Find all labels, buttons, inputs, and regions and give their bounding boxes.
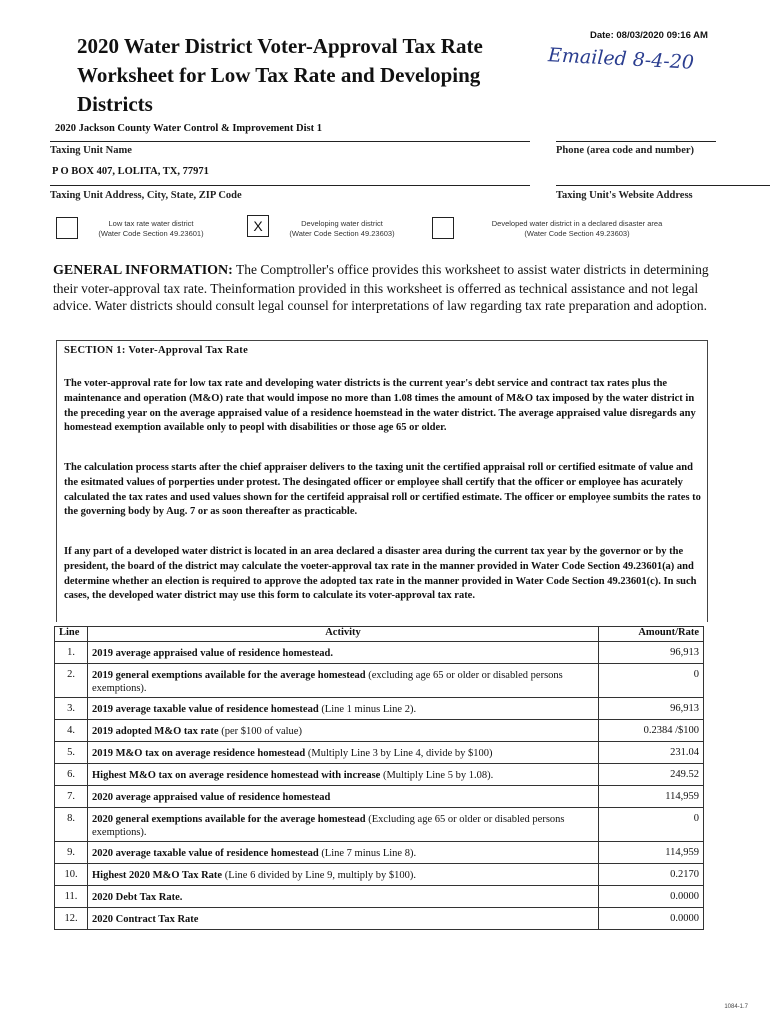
activity-cell xyxy=(88,698,599,720)
checkbox-developed-disaster[interactable] xyxy=(432,217,454,239)
checkbox-label-line2: (Water Code Section 49.23603) xyxy=(524,229,630,238)
checkbox-label-developing xyxy=(277,219,407,239)
activity-cell xyxy=(88,764,599,786)
taxing-unit-address-label: Taxing Unit Address, City, State, ZIP Code xyxy=(50,190,242,201)
amount-cell[interactable]: 249.52 xyxy=(599,764,704,786)
table-row xyxy=(55,808,704,842)
amount-cell[interactable]: 114,959 xyxy=(599,786,704,808)
activity-detail: (per $100 of value) xyxy=(218,726,302,737)
line-number: 2. xyxy=(55,664,88,698)
activity-bold: 2020 Contract Tax Rate xyxy=(92,914,199,925)
activity-detail: (excluding age 65 or older or disabled persons exemptions). xyxy=(92,670,563,694)
table-row xyxy=(55,742,704,764)
activity-bold: Highest 2020 M&O Tax Rate xyxy=(92,870,223,881)
section-1-title: SECTION 1: Voter-Approval Tax Rate xyxy=(64,345,249,356)
checkbox-low-tax-rate[interactable] xyxy=(56,217,78,239)
amount-cell[interactable]: 0 xyxy=(599,664,704,698)
line-number: 6. xyxy=(55,764,88,786)
activity-bold: 2020 average taxable value of residence homestead xyxy=(92,848,319,859)
address-underline xyxy=(50,185,530,186)
amount-cell[interactable]: 96,913 xyxy=(599,698,704,720)
table-row xyxy=(55,764,704,786)
activity-cell xyxy=(88,786,599,808)
line-number: 1. xyxy=(55,642,88,664)
activity-bold: 2019 average taxable value of residence homestead xyxy=(92,704,319,715)
table-row xyxy=(55,908,704,930)
header-line: Line xyxy=(55,627,88,642)
table-row xyxy=(55,664,704,698)
taxing-unit-name-label: Taxing Unit Name xyxy=(50,145,132,156)
website-underline xyxy=(556,185,770,186)
activity-bold: 2019 average appraised value of residence homestead. xyxy=(92,648,333,659)
phone-underline xyxy=(556,141,716,142)
worksheet-table xyxy=(54,626,704,930)
line-number: 10. xyxy=(55,864,88,886)
amount-cell[interactable]: 0.0000 xyxy=(599,908,704,930)
line-number: 12. xyxy=(55,908,88,930)
checkbox-developing[interactable]: X xyxy=(247,215,269,237)
activity-bold: 2020 general exemptions available for the average homestead xyxy=(92,814,366,825)
table-header-row xyxy=(55,627,704,642)
table-row xyxy=(55,720,704,742)
section-1-paragraph-3: If any part of a developed water district is located in an area declared a disaster area during the current tax year by the governor or by the president, the board of the district may calculate the voeter-approval tax rate in the manner provided in Water Code Section 49.23601(a) and determine whether an election is required to approve the adopted tax rate in the manner provided in Water Code Section 49.23601(c). In such cases, the developed water district may use this form to calculate its voter-approval tax rate. xyxy=(64,546,697,602)
form-code: 1084-1.7 xyxy=(724,1004,748,1010)
table-row xyxy=(55,886,704,908)
activity-bold: 2020 Debt Tax Rate. xyxy=(92,892,183,903)
amount-cell[interactable]: 231.04 xyxy=(599,742,704,764)
taxing-unit-name-value: 2020 Jackson County Water Control & Improvement Dist 1 xyxy=(55,123,322,134)
checkbox-label-developed-disaster xyxy=(462,219,692,239)
activity-cell xyxy=(88,642,599,664)
activity-cell xyxy=(88,742,599,764)
activity-bold: 2019 general exemptions available for the average homestead xyxy=(92,670,366,681)
activity-cell xyxy=(88,908,599,930)
general-info-text: The Comptroller's office provides this worksheet to assist water districts in determining their voter-approval tax rate. Theinformation provided in this worksheet is offerred as technical assistance and not legal advice. Water districts should consult legal counsel for interpretations of law regarding tax rate preparation and adoption. xyxy=(53,262,709,314)
line-number: 9. xyxy=(55,842,88,864)
activity-cell xyxy=(88,864,599,886)
name-underline xyxy=(50,141,530,142)
table-row xyxy=(55,698,704,720)
activity-detail: (Line 6 divided by Line 9, multiply by $100). xyxy=(222,870,417,881)
amount-cell[interactable]: 0.2170 xyxy=(599,864,704,886)
table-row xyxy=(55,842,704,864)
section-1-paragraph-2: The calculation process starts after the chief appraiser delivers to the taxing unit the certified appraisal roll or certified esitmate of value and the esitmated values of porperties under protest. The desingated officer or employee shall certify that the officer or employee has acurately calculated the tax rates and used values shown for the certifeid appraisal roll or certified estimate. The officer or employee sumbits the rates to the governing body by Aug. 7 or as soon thereafter as practicable. xyxy=(64,462,701,518)
checkbox-label-line2: (Water Code Section 49.23601) xyxy=(98,229,204,238)
header-activity: Activity xyxy=(88,627,599,642)
activity-bold: 2020 average appraised value of residence homestead xyxy=(92,792,331,803)
checkbox-label-line1: Developed water district in a declared disaster area xyxy=(491,219,663,228)
activity-detail: (Multiply Line 5 by 1.08). xyxy=(380,770,494,781)
handwritten-note: Emailed 8-4-20 xyxy=(547,44,695,74)
header-amount: Amount/Rate xyxy=(599,627,704,642)
general-info-heading: GENERAL INFORMATION: xyxy=(53,263,233,278)
section-1-paragraph-1: The voter-approval rate for low tax rate and developing water districts is the current year's debt service and contract tax rates plus the maintenance and operation (M&O) rate that would impose no more than 1.08 times the amount of M&O tax imposed by the water district in the preceding year on the average appraised value of a residence hoemstead in the water district. The average appraised value disregards any homestead exemption available only to peopl with disabilities or those age 65 or older. xyxy=(64,378,696,434)
line-number: 3. xyxy=(55,698,88,720)
amount-cell[interactable]: 96,913 xyxy=(599,642,704,664)
checkbox-label-line1: Developing water district xyxy=(301,219,383,228)
amount-cell[interactable]: 0 xyxy=(599,808,704,842)
table-row xyxy=(55,864,704,886)
activity-cell xyxy=(88,720,599,742)
activity-cell xyxy=(88,664,599,698)
checkbox-label-low-tax-rate xyxy=(86,219,216,239)
activity-cell xyxy=(88,808,599,842)
activity-bold: Highest M&O tax on average residence homestead with increase xyxy=(92,770,381,781)
date-stamp: Date: 08/03/2020 09:16 AM xyxy=(590,30,708,41)
line-number: 7. xyxy=(55,786,88,808)
table-row xyxy=(55,786,704,808)
activity-cell xyxy=(88,842,599,864)
activity-detail: (Line 7 minus Line 8). xyxy=(318,848,417,859)
activity-cell xyxy=(88,886,599,908)
page-title: 2020 Water District Voter-Approval Tax Rate Worksheet for Low Tax Rate and Developing Districts xyxy=(77,34,483,116)
amount-cell[interactable]: 0.0000 xyxy=(599,886,704,908)
activity-bold: 2019 M&O tax on average residence homestead xyxy=(92,748,306,759)
line-number: 8. xyxy=(55,808,88,842)
taxing-unit-address-value: P O BOX 407, LOLITA, TX, 77971 xyxy=(52,166,209,177)
phone-label: Phone (area code and number) xyxy=(556,145,695,156)
line-number: 5. xyxy=(55,742,88,764)
line-number: 4. xyxy=(55,720,88,742)
table-row xyxy=(55,642,704,664)
checkbox-label-line1: Low tax rate water district xyxy=(108,219,194,228)
amount-cell[interactable]: 114,959 xyxy=(599,842,704,864)
website-label: Taxing Unit's Website Address xyxy=(556,190,693,201)
activity-detail: (Multiply Line 3 by Line 4, divide by $100) xyxy=(305,748,493,759)
checkbox-label-line2: (Water Code Section 49.23603) xyxy=(289,229,395,238)
activity-bold: 2019 adopted M&O tax rate xyxy=(92,726,219,737)
amount-cell[interactable]: 0.2384 /$100 xyxy=(599,720,704,742)
activity-detail: (Excluding age 65 or older or disabled persons exemptions). xyxy=(92,814,565,838)
line-number: 11. xyxy=(55,886,88,908)
activity-detail: (Line 1 minus Line 2). xyxy=(318,704,417,715)
general-information xyxy=(53,261,713,315)
